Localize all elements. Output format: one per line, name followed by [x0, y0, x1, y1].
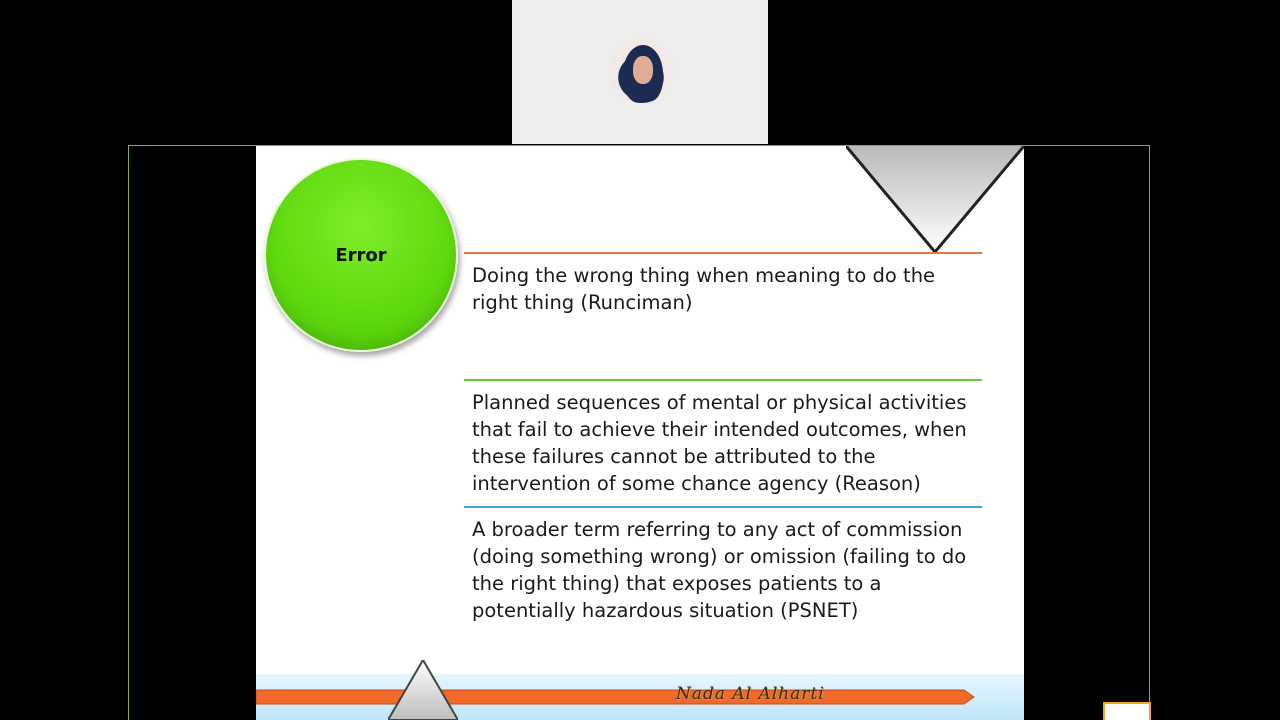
definition-divider	[464, 506, 982, 508]
participant-video-tile[interactable]	[512, 0, 768, 144]
definition-text: Planned sequences of mental or physical activities that fail to achieve their intended outcomes, when these failures cannot be attributed to the intervention of some chance agency (Reason)	[472, 391, 967, 495]
avatar-face	[633, 56, 653, 84]
decorative-triangle-top	[846, 146, 1024, 254]
footer-arrow	[256, 684, 1024, 710]
presentation-slide	[256, 146, 1024, 720]
definition-reason	[464, 379, 982, 497]
definition-divider	[464, 252, 982, 254]
user-avatar-icon[interactable]	[609, 39, 673, 103]
definition-text: Doing the wrong thing when meaning to do the right thing (Runciman)	[472, 264, 936, 314]
definition-runciman	[464, 252, 982, 316]
decorative-triangle-bottom	[388, 660, 458, 720]
circle-label: Error	[335, 244, 387, 266]
presenter-thumbnail[interactable]	[1103, 702, 1151, 720]
definition-text: A broader term referring to any act of commission (doing something wrong) or omission (failing to do the right thing) that exposes patients to a potentially hazardous situation (PSNET)	[472, 518, 967, 622]
definition-divider	[464, 379, 982, 381]
error-circle	[264, 158, 458, 352]
definition-psnet	[464, 506, 982, 624]
author-signature: Nada Al Alharti	[676, 684, 825, 704]
